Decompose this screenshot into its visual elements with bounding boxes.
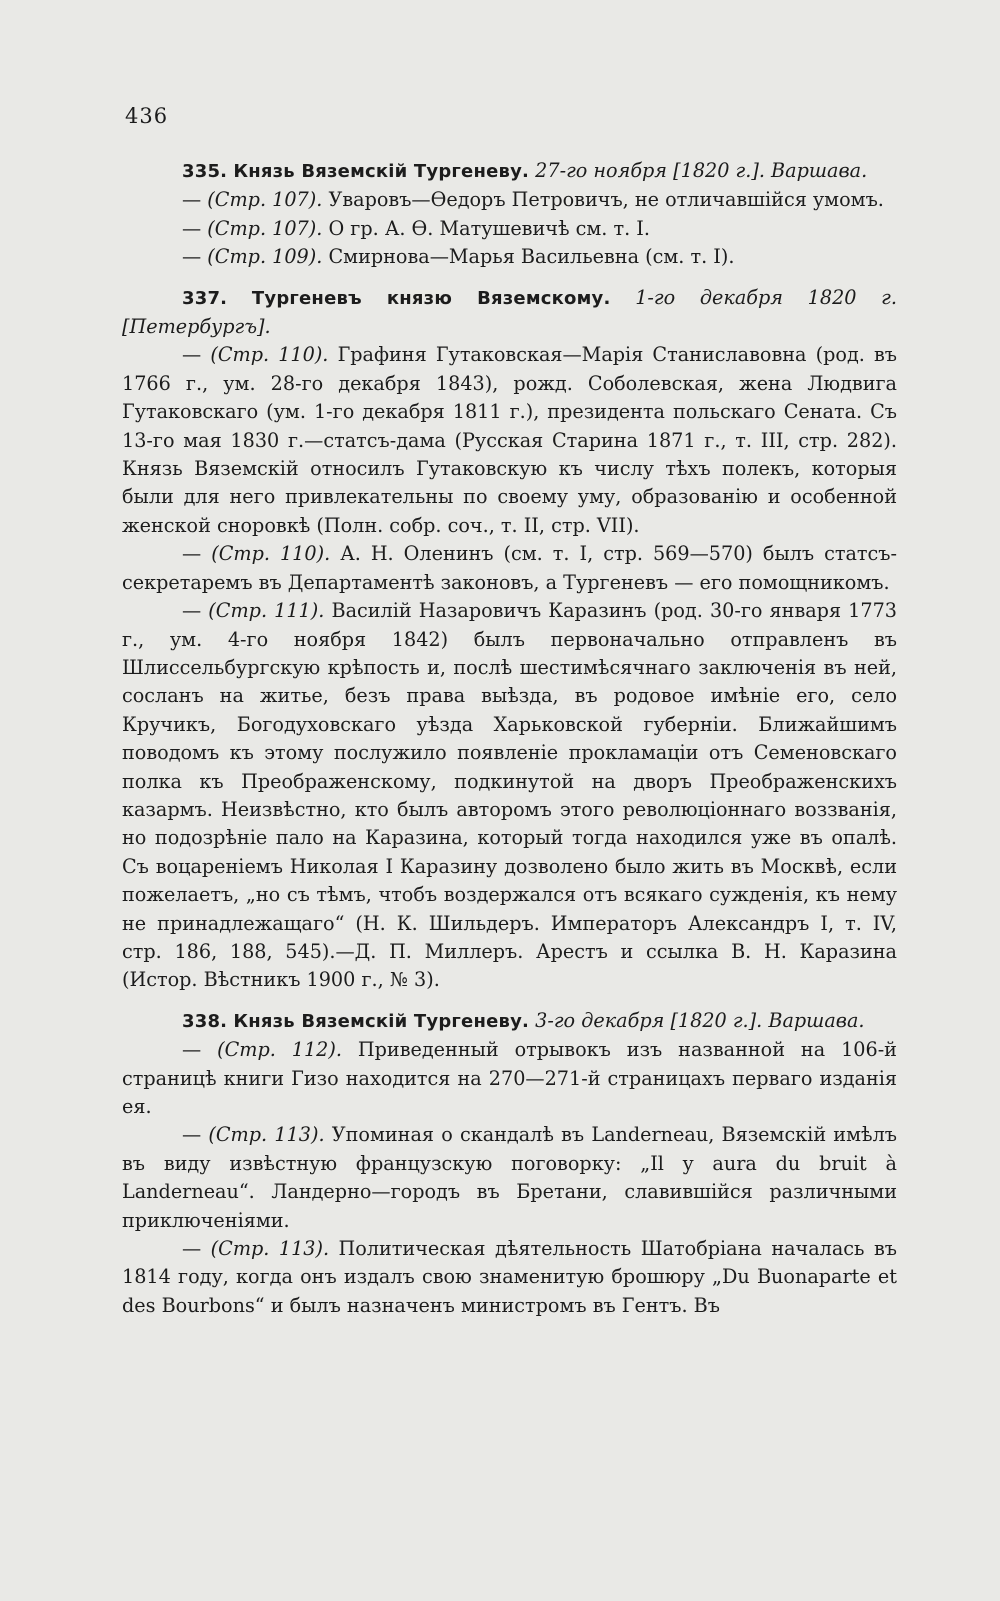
note-dash: —	[182, 599, 202, 623]
note-text: А. Н. Оленинъ (см. т. I, стр. 569—570) былъ статсъ-секретаремъ въ Департаментѣ законовъ, а Тургеневъ — его помощникомъ.	[122, 542, 897, 594]
section-date: 3-го декабря	[535, 1008, 665, 1032]
section-number: 335.	[182, 161, 228, 182]
note-ref: (Стр. 109).	[207, 245, 323, 269]
note-ref: (Стр. 112).	[217, 1038, 342, 1062]
section-335	[122, 157, 897, 272]
section-337	[122, 284, 897, 995]
page-number: 436	[125, 104, 169, 128]
section-title: Князь Вяземскій Тургеневу.	[233, 161, 530, 182]
section-place: [Петербургъ].	[122, 315, 271, 339]
note	[122, 1235, 897, 1320]
section-number: 337.	[182, 287, 228, 309]
note	[122, 243, 897, 271]
note-text: Упоминая о скандалѣ въ Landerneau, Вяземскій имѣлъ въ виду извѣстную французскую поговорку: „Il y aura du bruit à Landerneau“. Ландерно—городъ въ Бретани, славившійся различными приключеніями.	[122, 1123, 897, 1232]
section-number: 338.	[182, 1010, 228, 1032]
section-place: Варшава.	[771, 159, 868, 182]
section-date: 1-го декабря 1820 г.	[635, 285, 897, 309]
note-dash: —	[182, 1237, 202, 1261]
section-338	[122, 1007, 897, 1320]
note-ref: (Стр. 111).	[208, 599, 325, 623]
section-place: Варшава.	[768, 1008, 865, 1032]
section-heading	[122, 284, 897, 342]
note-ref: (Стр. 113).	[208, 1123, 325, 1147]
note	[122, 186, 897, 214]
note-ref: (Стр. 107).	[207, 188, 323, 212]
section-heading	[122, 1007, 897, 1036]
section-title: Тургеневъ князю Вяземскому.	[251, 287, 611, 309]
section-date: 27-го ноября	[535, 159, 668, 182]
section-heading	[122, 157, 897, 186]
note-text: Василій Назаровичъ Каразинъ (род. 30-го января 1773 г., ум. 4-го ноября 1842) былъ первоначально отправленъ въ Шлиссельбургскую крѣпость и, послѣ шестимѣсячнаго заключенія въ ней, сосланъ на житье, безъ права выѣзда, въ родовое имѣніе его, село Кручикъ, Богодуховскаго уѣзда Харьковской губерніи. Ближайшимъ поводомъ къ этому послужило появленіе прокламаціи отъ Семеновскаго полка къ Преображенскому, подкинутой на дворъ Преображенскихъ казармъ. Неизвѣстно, кто былъ авторомъ этого революціоннаго воззванія, но подозрѣніе пало на Каразина, который тогда находился уже въ опалѣ. Съ воцареніемъ Николая I Каразину дозволено было жить въ Москвѣ, если пожелаетъ, „но съ тѣмъ, чтобъ воздержался отъ всякаго сужденія, къ нему не принадлежащаго“ (Н. К. Шильдеръ. Императоръ Александръ I, т. IV, стр. 186, 188, 545).—Д. П. Миллеръ. Арестъ и ссылка В. Н. Каразина (Истор. Вѣстникъ 1900 г., № 3).	[122, 599, 897, 992]
note	[122, 215, 897, 243]
note-text: Политическая дѣятельность Шатобріана началась въ 1814 году, когда онъ издалъ свою знаменитую брошюру „Du Buonaparte et des Bourbons“ и былъ назначенъ министромъ въ Гентъ. Въ	[122, 1237, 897, 1317]
note-ref: (Стр. 107).	[207, 216, 323, 240]
note-text: Графиня Гутаковская—Марія Станиславовна (род. въ 1766 г., ум. 28-го декабря 1843), рожд. Соболевская, жена Людвига Гутаковскаго (ум. 1-го декабря 1811 г.), президента польскаго Сената. Съ 13-го мая 1830 г.—статсъ-дама (Русская Старина 1871 г., т. III, стр. 282). Князь Вяземскій относилъ Гутаковскую къ числу тѣхъ полекъ, которыя были для него привлекательны по своему уму, образованію и особенной женской сноровкѣ (Полн. собр. соч., т. II, стр. VII).	[122, 343, 897, 537]
note-text: О гр. А. Ѳ. Матушевичѣ см. т. I.	[328, 216, 650, 240]
note-text: Уваровъ—Ѳедоръ Петровичъ, не отличавшійся умомъ.	[328, 188, 884, 212]
section-year: [1820 г.].	[670, 1008, 763, 1032]
note	[122, 597, 897, 995]
page-text	[122, 157, 897, 1320]
note-dash: —	[182, 1038, 202, 1062]
note-ref: (Стр. 110).	[210, 343, 329, 367]
note-dash: —	[182, 1123, 202, 1147]
note	[122, 341, 897, 540]
note	[122, 540, 897, 597]
section-year: [1820 г.].	[673, 159, 765, 182]
note-dash: —	[182, 188, 202, 212]
note	[122, 1121, 897, 1235]
note-ref: (Стр. 113).	[210, 1237, 330, 1261]
note-text: Приведенный отрывокъ изъ названной на 106-й страницѣ книги Гизо находится на 270—271-й страницахъ перваго изданія ея.	[122, 1038, 897, 1118]
note-dash: —	[182, 216, 202, 240]
section-title: Князь Вяземскій Тургеневу.	[233, 1010, 530, 1032]
note-dash: —	[182, 343, 202, 367]
note-dash: —	[182, 542, 202, 566]
note-ref: (Стр. 110).	[211, 542, 331, 566]
note	[122, 1036, 897, 1121]
note-text: Смирнова—Марья Васильевна (см. т. I).	[328, 245, 735, 269]
note-dash: —	[182, 245, 202, 269]
